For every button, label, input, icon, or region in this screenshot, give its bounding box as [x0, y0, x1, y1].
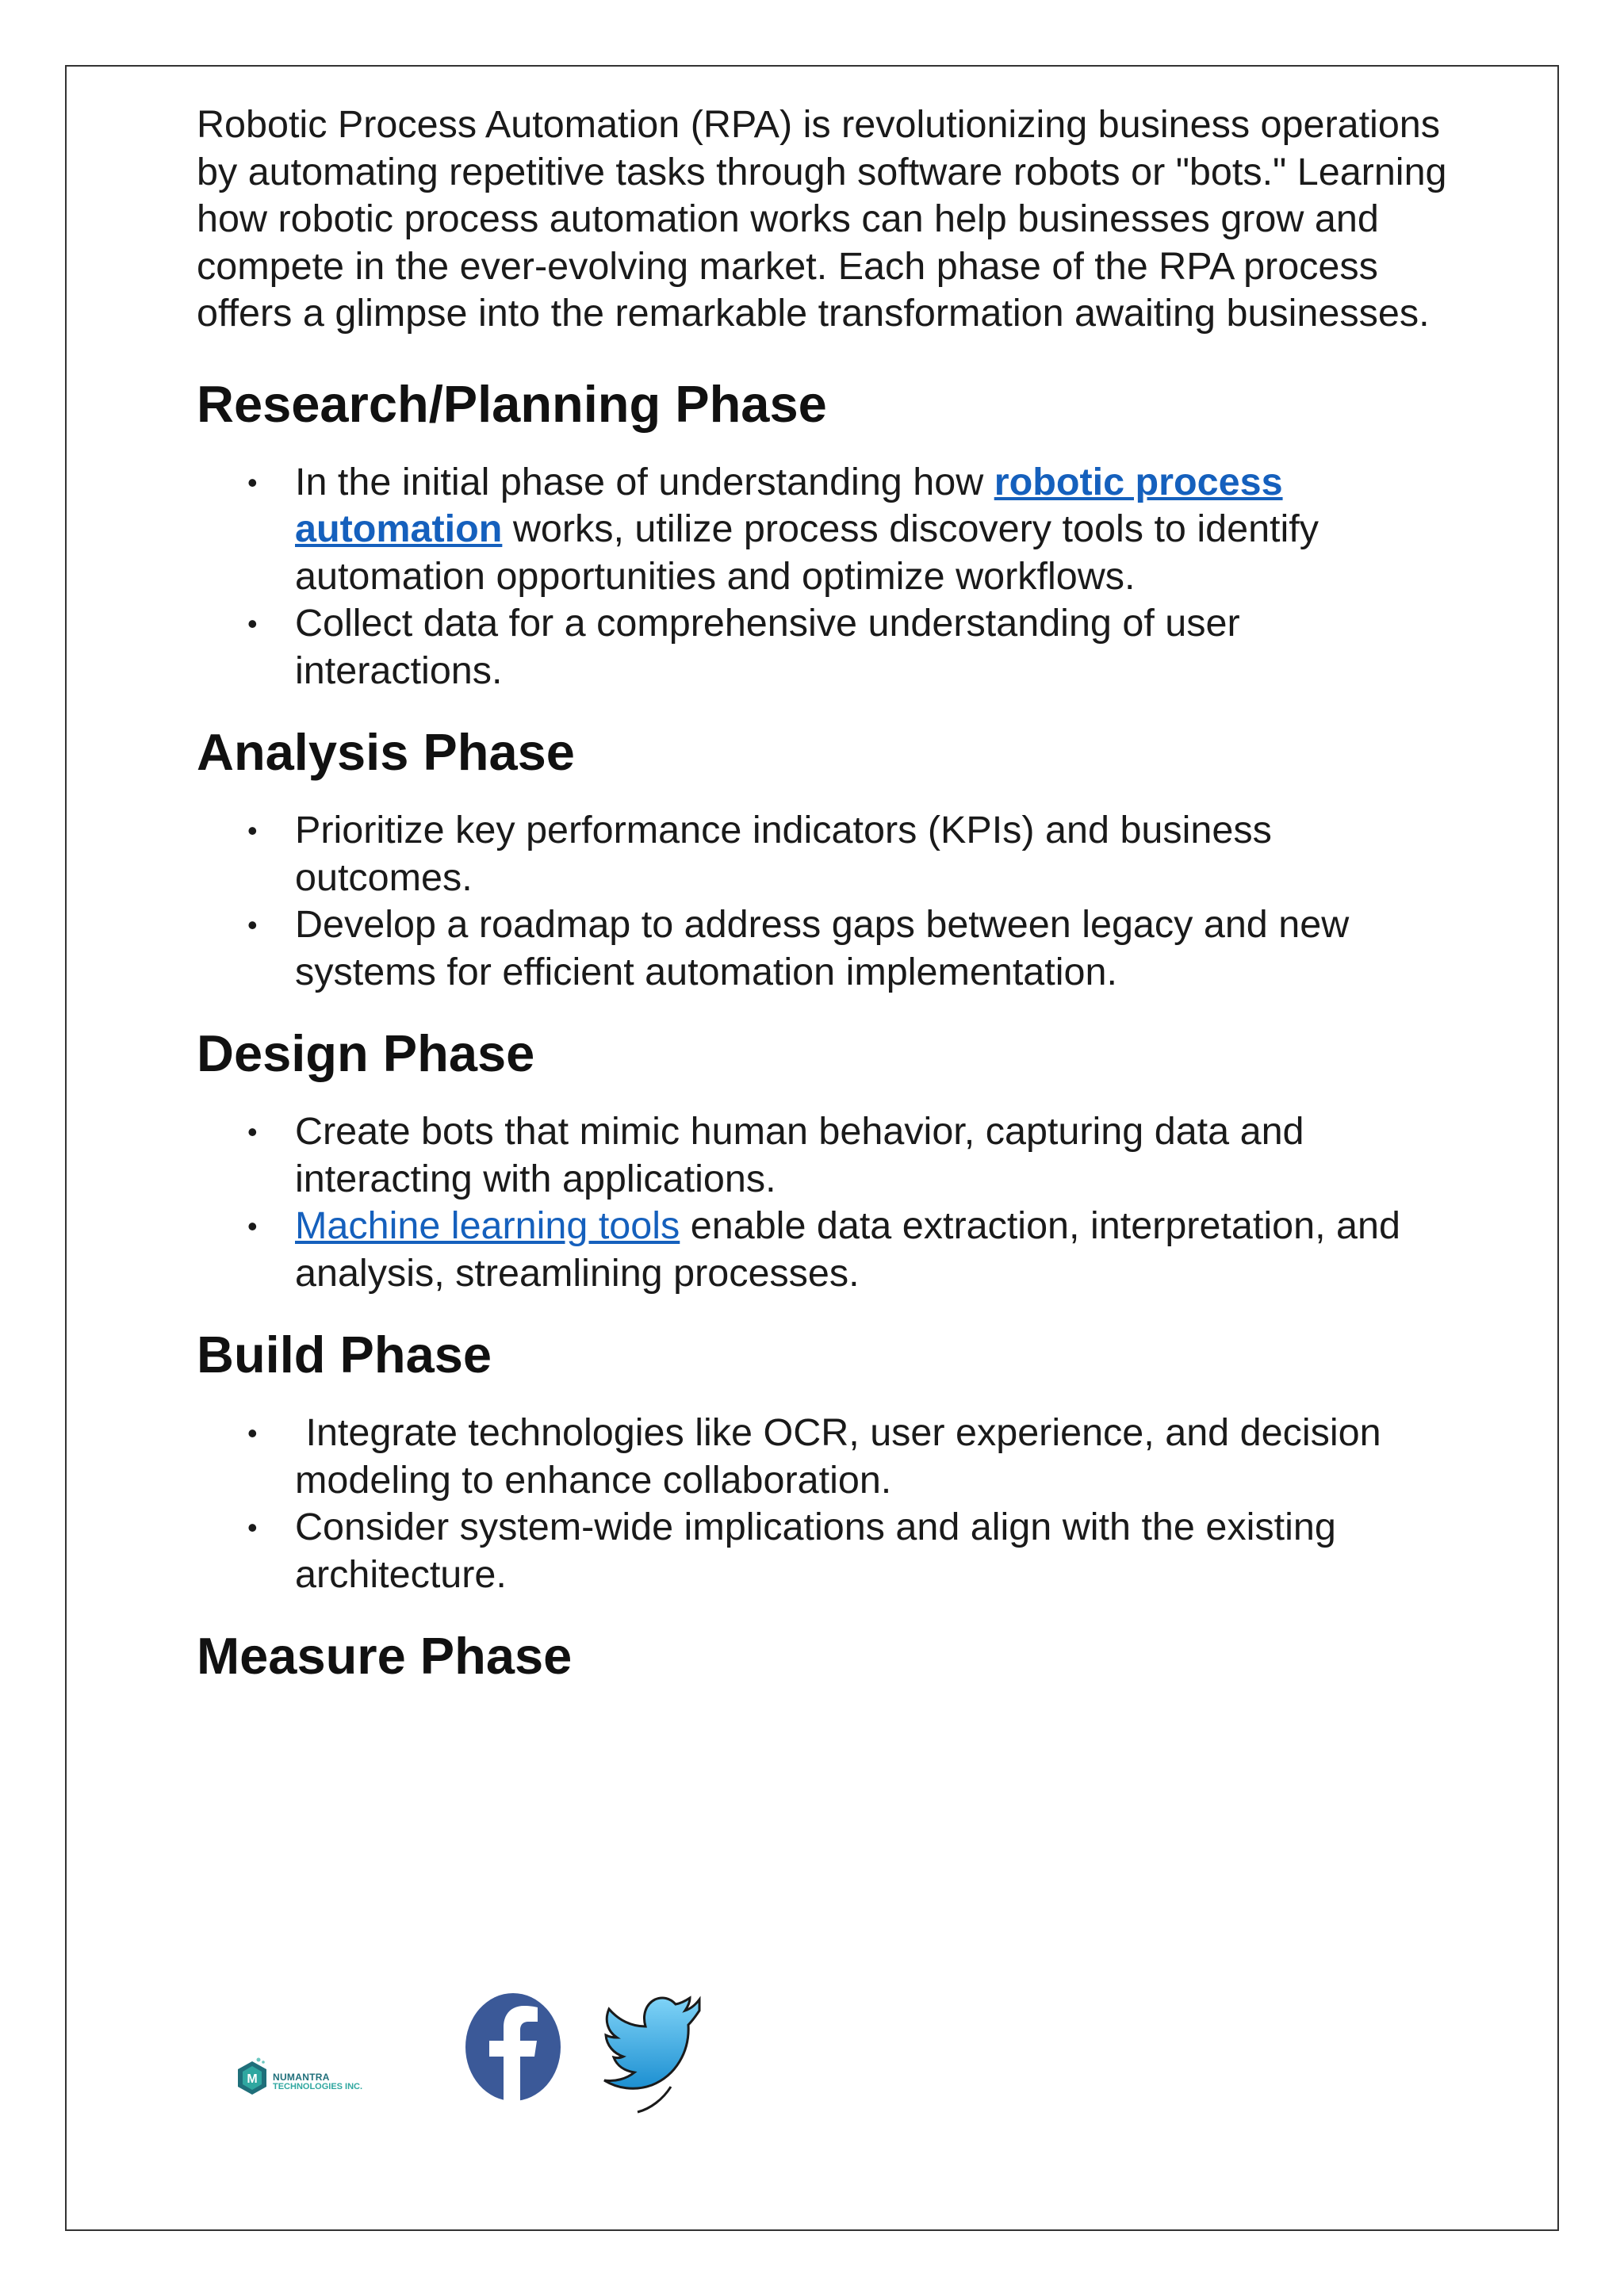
- intro-paragraph: Robotic Process Automation (RPA) is revolutionizing business operations by automating repetitive tasks through software robots or "bots." Learning how robotic process automation works can help businesses grow and compete in the ever-evolving market. Each phase of the RPA process offers a glimpse into the remarkable transformation awaiting businesses.: [197, 103, 1447, 335]
- section-heading-analysis: Analysis Phase: [197, 723, 575, 781]
- logo-name: NUMANTRA: [273, 2072, 330, 2083]
- section-heading-build: Build Phase: [197, 1326, 492, 1383]
- analysis-list: [197, 807, 1450, 996]
- design-list: [197, 1108, 1450, 1297]
- numantra-logo-icon: [235, 2057, 270, 2099]
- bullet-icon: •: [247, 1417, 258, 1449]
- bullet-icon: •: [247, 1115, 258, 1148]
- list-item: • Create bots that mimic human behavior, capturing data and interacting with applications.: [247, 1110, 1304, 1200]
- bullet-icon: •: [247, 465, 258, 499]
- list-item: • Consider system-wide implications and align with the existing architecture.: [247, 1506, 1336, 1596]
- list-item: • In the initial phase of understanding how robotic process automation works, utilize process discovery tools to identify automation opportunities and optimize workflows.: [247, 460, 1320, 598]
- facebook-icon[interactable]: [465, 1992, 561, 2103]
- machine-learning-tools-link[interactable]: Machine learning tools: [295, 1204, 680, 1247]
- bullet-icon: •: [247, 814, 258, 847]
- logo-subtitle: TECHNOLOGIES INC.: [273, 2082, 363, 2091]
- bullet-icon: •: [247, 909, 258, 941]
- twitter-icon[interactable]: [603, 1993, 706, 2120]
- document-body: [197, 101, 1450, 1688]
- list-item: • Develop a roadmap to address gaps between legacy and new systems for efficient automation implementation.: [247, 903, 1350, 993]
- build-list: [197, 1410, 1450, 1598]
- list-item: • Collect data for a comprehensive understanding of user interactions.: [247, 602, 1240, 692]
- list-item: • Prioritize key performance indicators (KPIs) and business outcomes.: [247, 809, 1272, 899]
- section-heading-research-planning: Research/Planning Phase: [197, 374, 827, 433]
- list-item: • Integrate technologies like OCR, user experience, and decision modeling to enhance collaboration.: [247, 1411, 1392, 1502]
- footer: [230, 1988, 737, 2123]
- list-item: • Machine learning tools enable data extraction, interpretation, and analysis, streamlining processes.: [247, 1204, 1400, 1295]
- robotic-process-automation-link[interactable]: robotic process automation: [295, 460, 1283, 550]
- bullet-icon: •: [247, 607, 258, 640]
- research-planning-list: [197, 459, 1450, 695]
- svg-text:M: M: [247, 2072, 258, 2086]
- section-heading-measure: Measure Phase: [197, 1627, 573, 1685]
- numantra-logo[interactable]: [235, 2055, 401, 2103]
- section-heading-design: Design Phase: [197, 1024, 535, 1082]
- bullet-icon: •: [247, 1511, 258, 1544]
- bullet-icon: •: [247, 1210, 258, 1242]
